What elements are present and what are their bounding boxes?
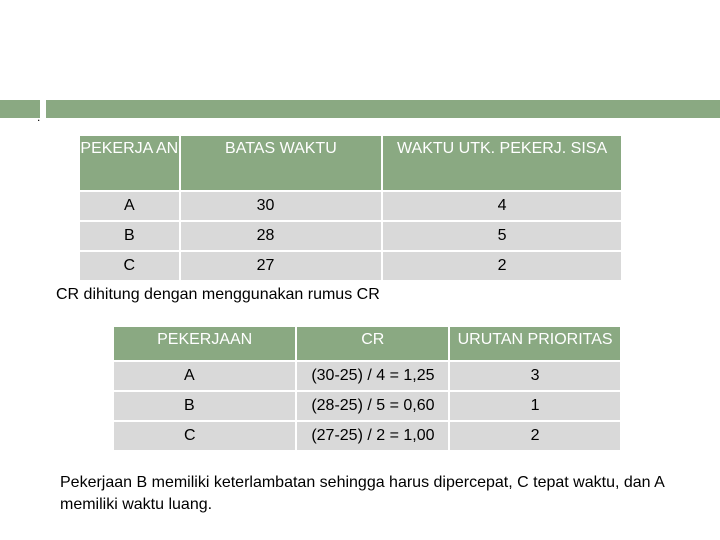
header-accent-bar-left [0,100,40,118]
cell-job: B [113,391,296,421]
header-accent-bar [46,100,720,118]
cell-deadline: 30 [180,191,383,221]
cell-priority: 2 [449,421,621,451]
cell-job: C [113,421,296,451]
cell-priority: 1 [449,391,621,421]
table-header-row [113,326,621,361]
cell-job: A [79,191,180,221]
header-waktu-sisa: WAKTU UTK. PEKERJ. SISA [382,135,622,191]
table-row [79,251,622,281]
table-header-row [79,135,622,191]
deadline-table [78,134,623,282]
cell-remaining: 5 [382,221,622,251]
cell-remaining: 2 [382,251,622,281]
cell-priority: 3 [449,361,621,391]
cell-cr: (27-25) / 2 = 1,00 [296,421,449,451]
table-row [113,421,621,451]
cell-job: C [79,251,180,281]
cell-deadline: 28 [180,221,383,251]
cell-cr: (30-25) / 4 = 1,25 [296,361,449,391]
table-row [113,361,621,391]
cell-job: A [113,361,296,391]
cr-formula-note: CR dihitung dengan menggunakan rumus CR [56,286,380,303]
table-row [79,191,622,221]
conclusion-note: Pekerjaan B memiliki keterlambatan sehingga harus dipercepat, C tepat waktu, dan A memiliki waktu luang. [60,474,664,513]
cell-job: B [79,221,180,251]
header-cr: CR [296,326,449,361]
table-row [79,221,622,251]
cell-remaining: 4 [382,191,622,221]
header-pekerjaan: PEKERJAAN [113,326,296,361]
header-batas-waktu: BATAS WAKTU [180,135,383,191]
table-row [113,391,621,421]
cr-priority-table [112,325,622,452]
header-pekerjaan: PEKERJA AN [79,135,180,191]
cell-cr: (28-25) / 5 = 0,60 [296,391,449,421]
bullet-marker: . [37,110,41,124]
header-urutan-prioritas: URUTAN PRIORITAS [449,326,621,361]
cell-deadline: 27 [180,251,383,281]
